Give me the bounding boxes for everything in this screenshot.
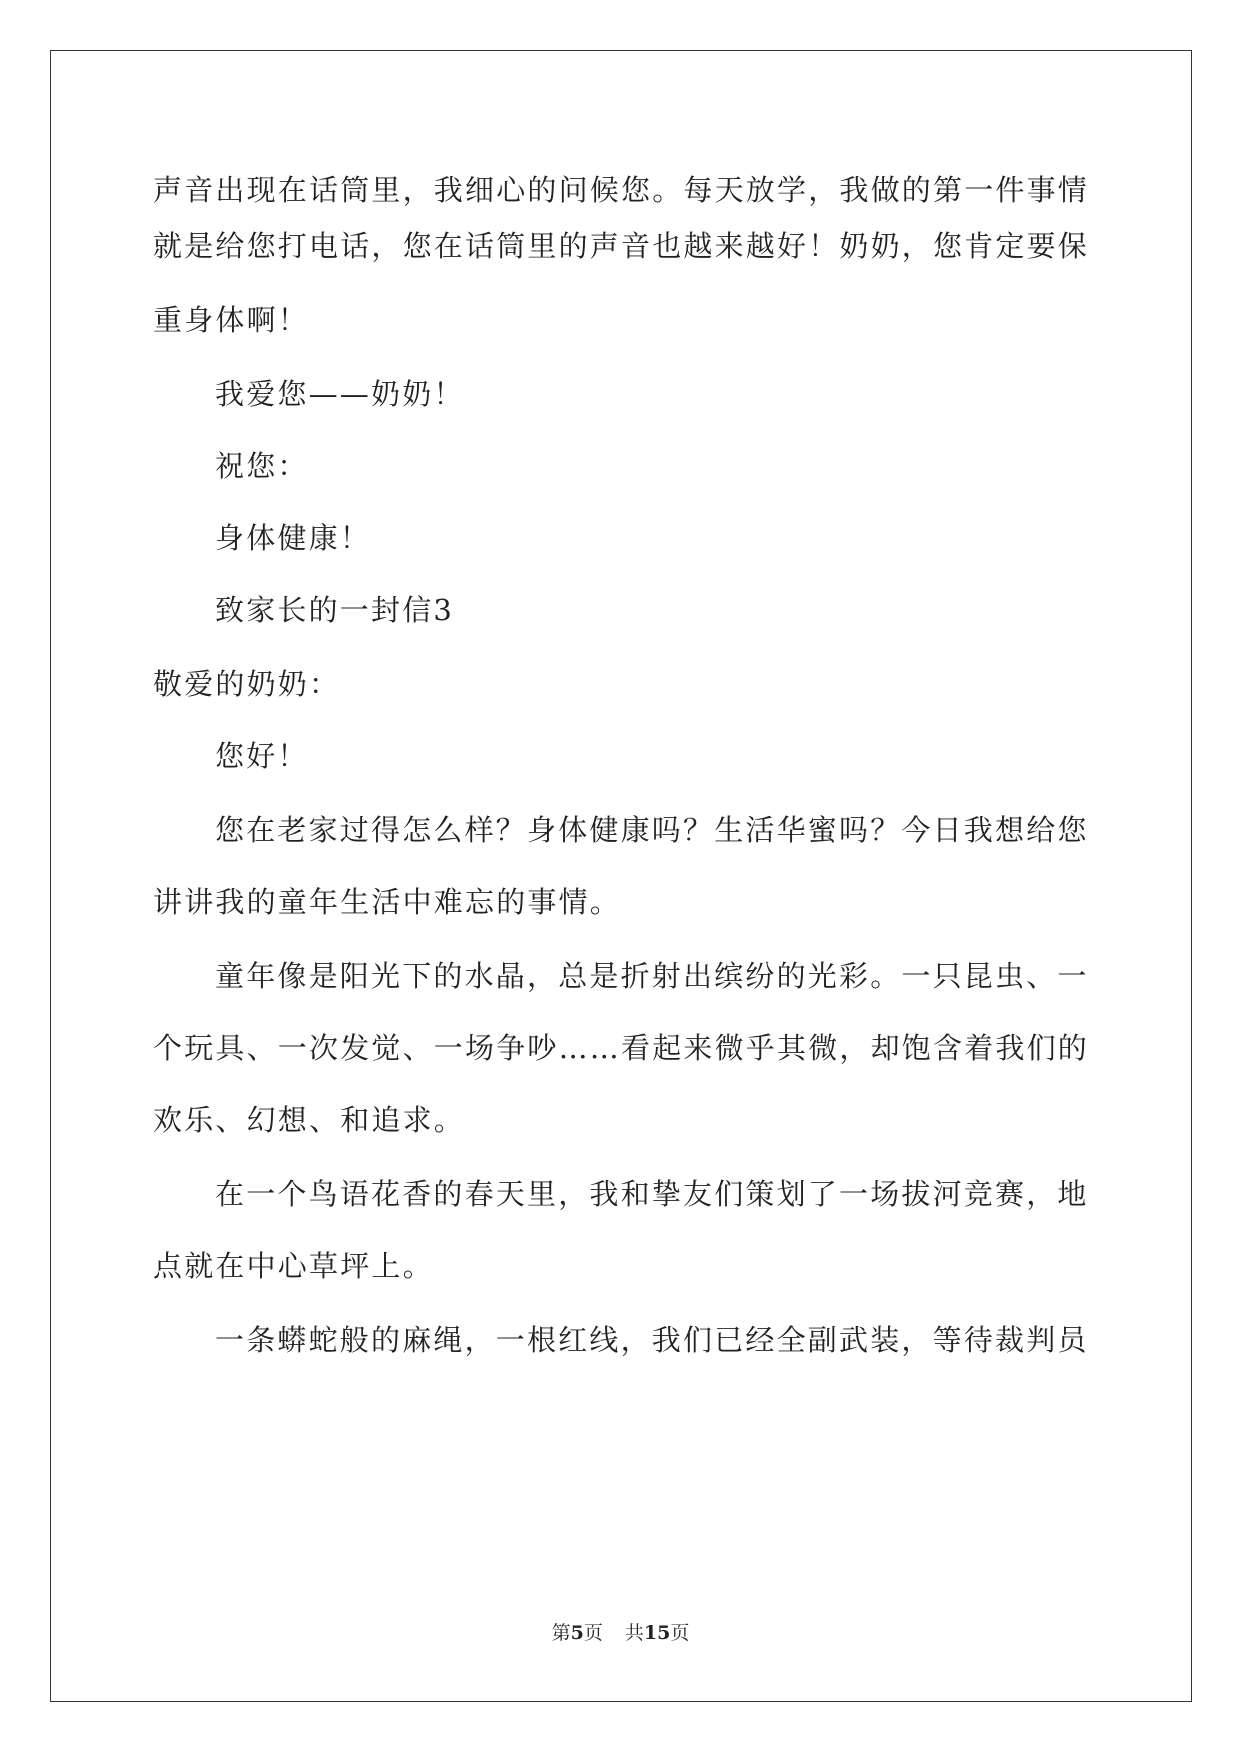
text-line: 欢乐、幻想、和追求。 [153,1103,466,1137]
text-line: 在一个鸟语花香的春天里，我和挚友们策划了一场拔河竞赛，地 [215,1177,1089,1211]
text-line: 声音出现在话筒里，我细心的问候您。每天放学，我做的第一件事情 [153,173,1090,207]
footer-page-suffix: 页 [583,1622,603,1644]
footer-page-number: 5 [570,1622,584,1644]
section-heading: 致家长的一封信3 [215,593,455,627]
text-line: 讲讲我的童年生活中难忘的事情。 [153,885,622,919]
greeting: 您好！ [215,739,309,773]
footer-total-pages: 15 [643,1622,671,1644]
text-line: 童年像是阳光下的水晶，总是折射出缤纷的光彩。一只昆虫、一 [215,959,1089,993]
text-line: 我爱您——奶奶！ [215,377,465,411]
page-border [50,50,1192,1702]
page-footer [0,1621,1241,1645]
salutation: 敬爱的奶奶： [153,667,341,701]
footer-total-prefix: 共 [624,1622,644,1644]
text-line: 祝您： [215,449,309,483]
text-line: 重身体啊！ [153,303,310,337]
footer-page-prefix: 第 [551,1622,571,1644]
footer-total-suffix: 页 [670,1622,690,1644]
text-line: 就是给您打电话，您在话筒里的声音也越来越好！奶奶，您肯定要保 [153,229,1090,263]
text-line: 一条蟒蛇般的麻绳，一根红线，我们已经全副武装，等待裁判员 [215,1323,1089,1357]
text-line: 您在老家过得怎么样？身体健康吗？生活华蜜吗？今日我想给您 [215,813,1089,847]
text-line: 点就在中心草坪上。 [153,1249,434,1283]
text-line: 身体健康！ [215,521,372,555]
text-line: 个玩具、一次发觉、一场争吵……看起来微乎其微，却饱含着我们的 [153,1031,1090,1065]
